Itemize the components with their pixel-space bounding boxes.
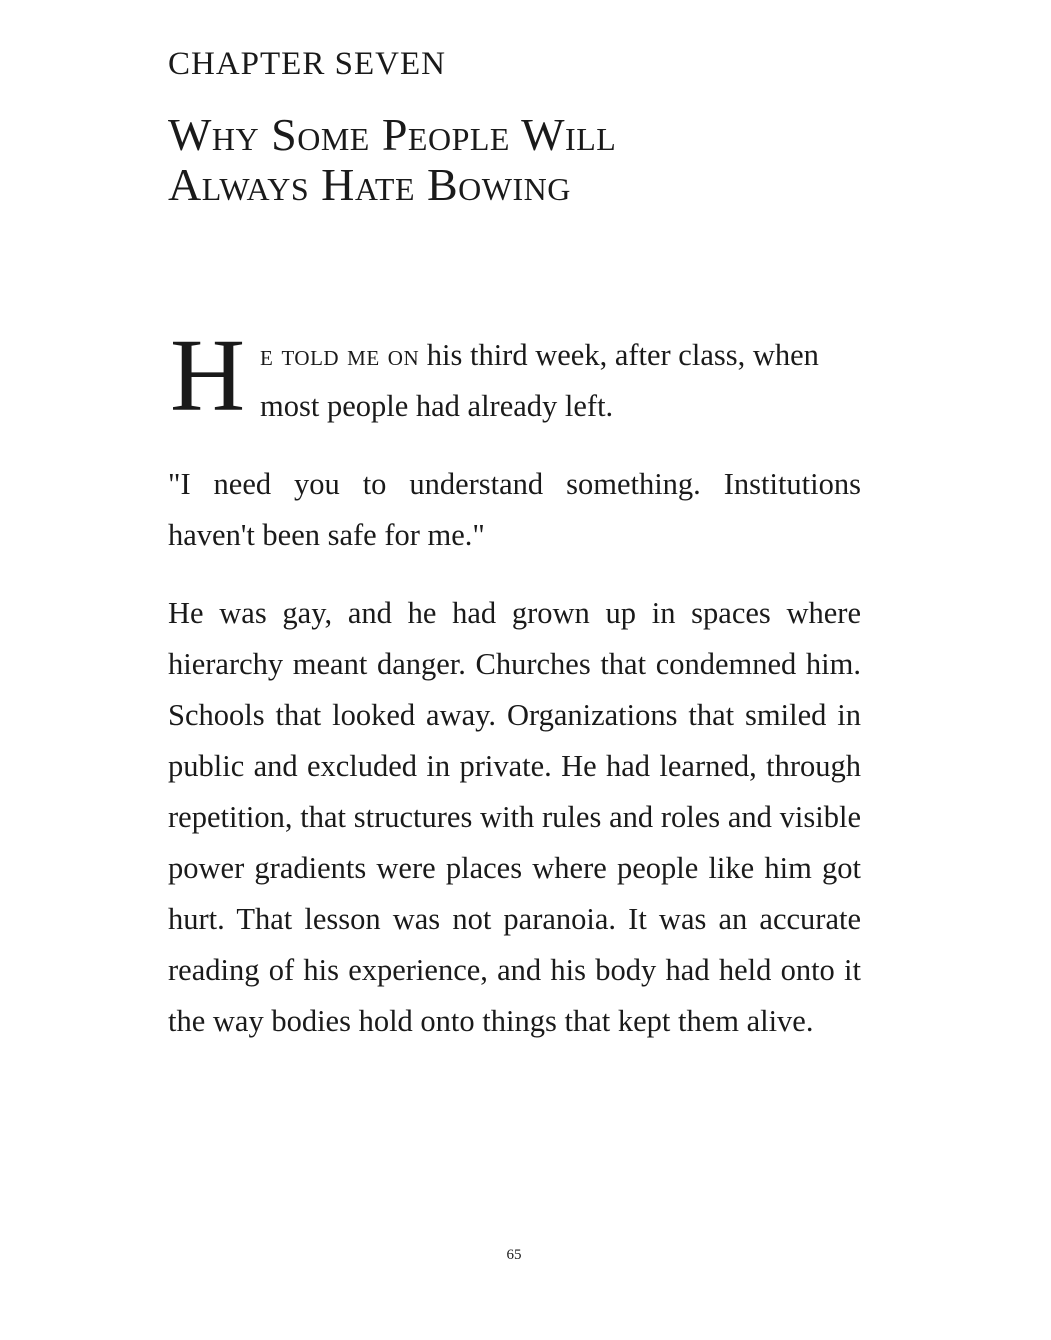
lead-in-smallcaps: e told me on	[260, 338, 420, 372]
paragraph-3: He was gay, and he had grown up in spaces where hierarchy meant danger. Churches that condemned him. Schools that looked away. Organizations that smiled in public and excluded in private. He had learned, through repetition, that structures with rules and roles and visible power gradients were places where people like him got hurt. That lesson was not paranoia. It was an accurate reading of his experience, and his body had held onto it the way bodies hold onto things that kept them alive.	[168, 596, 861, 1038]
chapter-body	[168, 318, 861, 1074]
chapter-title	[168, 110, 868, 210]
chapter-title-line-1: Why Some People Will	[168, 109, 617, 160]
chapter-title-line-2: Always Hate Bowing	[168, 159, 571, 210]
page-number: 65	[506, 1247, 522, 1263]
paragraph-1-text: his third week, after class, when most people had already left.	[260, 338, 819, 423]
paragraph-1	[168, 318, 861, 433]
chapter-label: CHAPTER SEVEN	[168, 46, 446, 82]
paragraph-2: "I need you to understand something. Institutions haven't been safe for me."	[168, 467, 861, 552]
drop-cap: H	[170, 318, 246, 433]
